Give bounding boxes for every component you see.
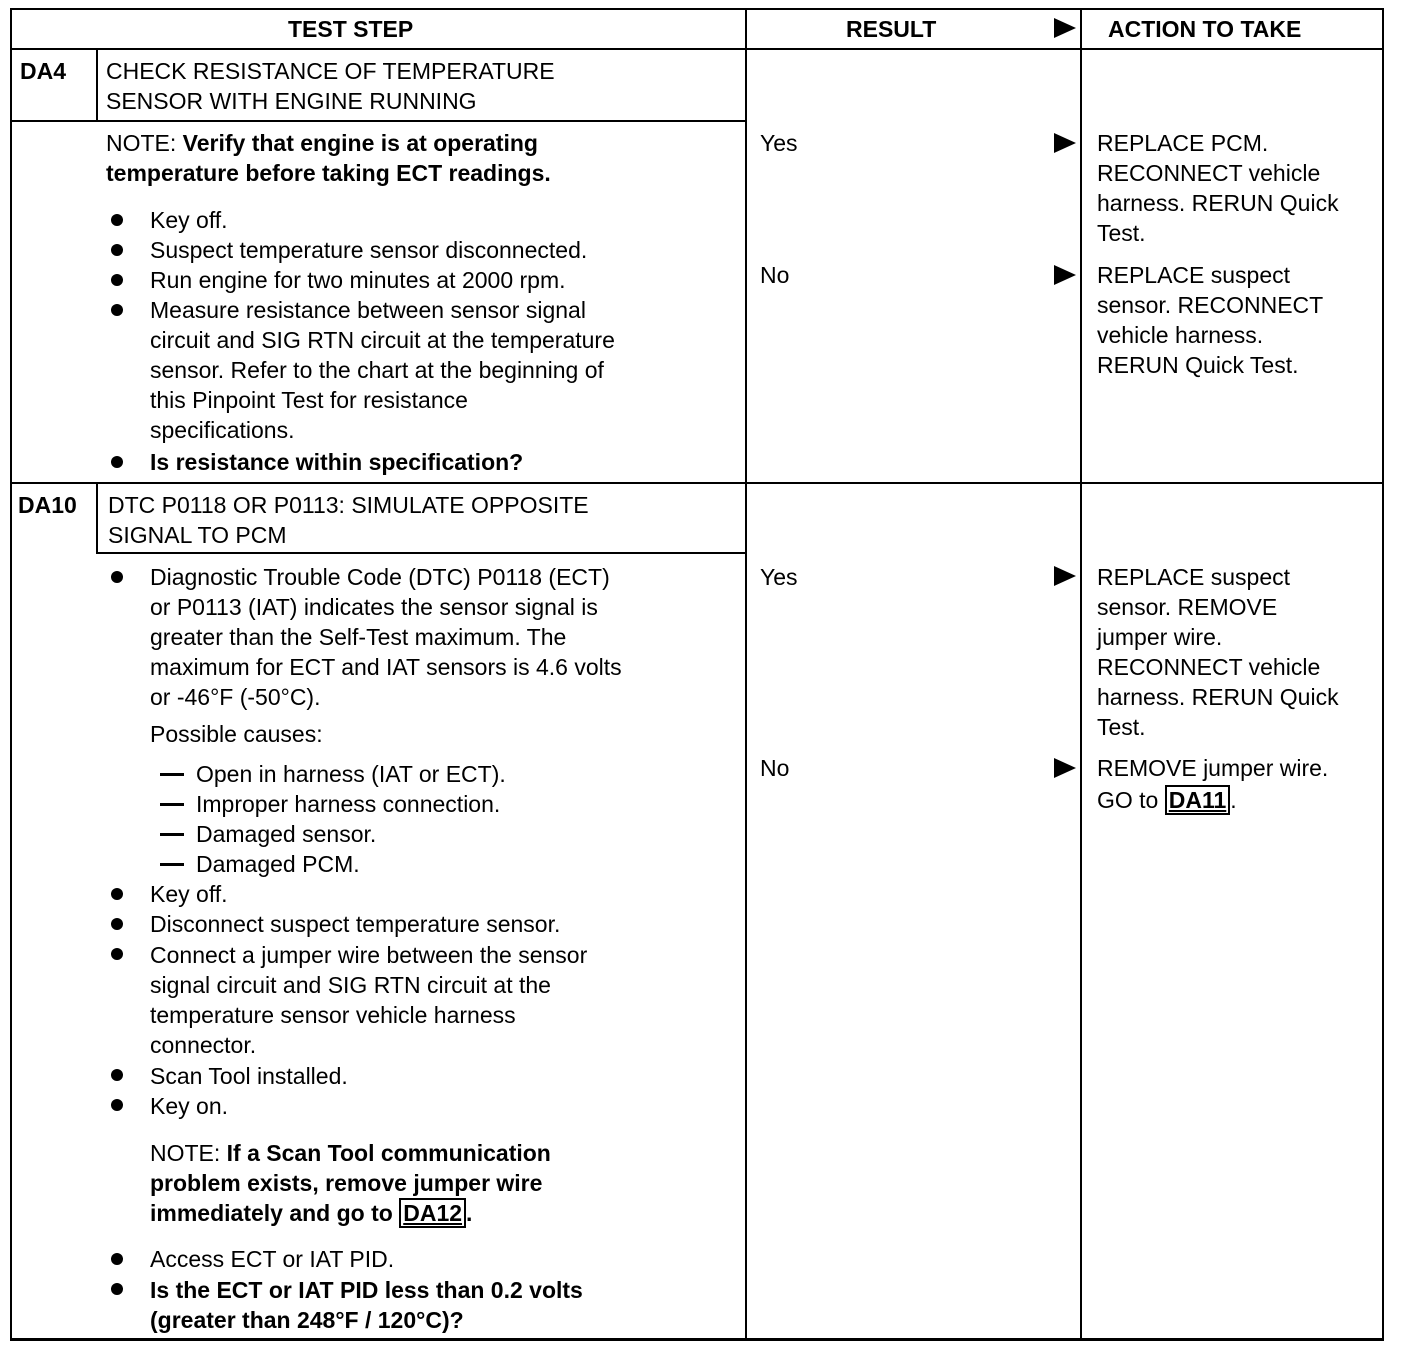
da10-cause-1: Open in harness (IAT or ECT).	[196, 761, 506, 787]
da10-action-no-line-2: GO to DA11 .	[1097, 787, 1237, 813]
table-border-bottom	[10, 1338, 1384, 1341]
da4-action-yes-line-4: Test.	[1097, 220, 1146, 246]
da4-note-line-2: temperature before taking ECT readings.	[106, 160, 551, 186]
result-arrow-icon	[1054, 566, 1076, 586]
da10-note-line-1: NOTE: If a Scan Tool communication	[150, 1140, 551, 1166]
da10-result-no: No	[760, 755, 790, 781]
da10-title-divider	[96, 552, 747, 554]
da10-action-yes-line-5: harness. RERUN Quick	[1097, 684, 1339, 710]
da10-question-line-2: (greater than 248°F / 120°C)?	[150, 1307, 464, 1333]
da4-title-line-1: CHECK RESISTANCE OF TEMPERATURE	[106, 58, 555, 84]
result-arrow-icon	[1054, 265, 1076, 285]
da10-action-yes-line-1: REPLACE suspect	[1097, 564, 1291, 590]
dash-icon	[160, 833, 184, 836]
da10-bullet-1-line-5: or -46°F (-50°C).	[150, 684, 321, 710]
da4-question: Is resistance within specification?	[150, 449, 524, 475]
bullet-icon	[111, 1069, 123, 1081]
header-result: RESULT	[846, 16, 937, 42]
da4-action-no-line-1: REPLACE suspect	[1097, 262, 1291, 288]
dash-icon	[160, 863, 184, 866]
da10-action-no-line-1: REMOVE jumper wire.	[1097, 755, 1329, 781]
bullet-icon	[111, 1283, 123, 1295]
da10-action-yes-line-3: jumper wire.	[1097, 624, 1223, 650]
column-divider-result	[745, 8, 747, 1341]
da10-bullet-jumper-line-4: connector.	[150, 1032, 257, 1058]
result-arrow-icon	[1054, 758, 1076, 778]
bullet-icon	[111, 571, 123, 583]
table-border-top	[10, 8, 1384, 10]
bullet-icon	[111, 214, 123, 226]
da4-result-no: No	[760, 262, 790, 288]
dash-icon	[160, 803, 184, 806]
da4-bullet-3: Run engine for two minutes at 2000 rpm.	[150, 267, 566, 293]
da4-bullet-4-line-2: circuit and SIG RTN circuit at the temperature	[150, 327, 615, 353]
da10-possible-causes: Possible causes:	[150, 721, 323, 747]
da4-step-id: DA4	[20, 58, 67, 84]
da4-bullet-1: Key off.	[150, 207, 228, 233]
header-action: ACTION TO TAKE	[1108, 16, 1302, 42]
da10-title-line-1: DTC P0118 OR P0113: SIMULATE OPPOSITE	[108, 492, 589, 518]
dash-icon	[160, 773, 184, 776]
da10-bullet-jumper-line-3: temperature sensor vehicle harness	[150, 1002, 516, 1028]
da4-bullet-4-line-5: specifications.	[150, 417, 295, 443]
bullet-icon	[111, 1253, 123, 1265]
result-arrow-icon	[1054, 133, 1076, 153]
da10-bullet-key-on: Key on.	[150, 1093, 228, 1119]
da4-action-yes-line-1: REPLACE PCM.	[1097, 130, 1269, 156]
da10-bullet-1-line-2: or P0113 (IAT) indicates the sensor signal is	[150, 594, 598, 620]
da4-bullet-4-line-1: Measure resistance between sensor signal	[150, 297, 586, 323]
column-divider-action	[1080, 8, 1082, 1341]
section-divider	[10, 482, 1384, 484]
da4-bullet-4-line-4: this Pinpoint Test for resistance	[150, 387, 468, 413]
da10-bullet-1-line-4: maximum for ECT and IAT sensors is 4.6 volts	[150, 654, 622, 680]
bullet-icon	[111, 244, 123, 256]
da4-result-yes: Yes	[760, 130, 798, 156]
da4-action-no-line-2: sensor. RECONNECT	[1097, 292, 1324, 318]
da4-bullet-2: Suspect temperature sensor disconnected.	[150, 237, 588, 263]
da4-bullet-4-line-3: sensor. Refer to the chart at the beginning of	[150, 357, 604, 383]
da10-cause-3: Damaged sensor.	[196, 821, 377, 847]
table-border-right	[1382, 8, 1384, 1341]
da10-note-line-2: problem exists, remove jumper wire	[150, 1170, 543, 1196]
da10-bullet-key-off: Key off.	[150, 881, 228, 907]
da10-id-divider	[96, 484, 98, 552]
da10-action-yes-line-2: sensor. REMOVE	[1097, 594, 1278, 620]
da10-result-yes: Yes	[760, 564, 798, 590]
da11-link[interactable]: DA11	[1165, 785, 1231, 815]
da10-note-line-3: immediately and go to DA12 .	[150, 1200, 473, 1226]
da4-action-no-line-3: vehicle harness.	[1097, 322, 1264, 348]
bullet-icon	[111, 1099, 123, 1111]
da10-action-yes-line-6: Test.	[1097, 714, 1146, 740]
da10-bullet-1-line-1: Diagnostic Trouble Code (DTC) P0118 (ECT)	[150, 564, 610, 590]
da4-action-yes-line-3: harness. RERUN Quick	[1097, 190, 1339, 216]
da4-title-line-2: SENSOR WITH ENGINE RUNNING	[106, 88, 477, 114]
da4-note-line-1: NOTE: Verify that engine is at operating	[106, 130, 538, 156]
bullet-icon	[111, 274, 123, 286]
da10-cause-4: Damaged PCM.	[196, 851, 360, 877]
da4-action-no-line-4: RERUN Quick Test.	[1097, 352, 1299, 378]
da10-bullet-disconnect: Disconnect suspect temperature sensor.	[150, 911, 561, 937]
bullet-icon	[111, 948, 123, 960]
bullet-icon	[111, 456, 123, 468]
header-arrow-icon	[1054, 18, 1076, 38]
da4-id-divider	[96, 50, 98, 120]
da10-bullet-jumper-line-2: signal circuit and SIG RTN circuit at the	[150, 972, 551, 998]
da12-link[interactable]: DA12	[399, 1198, 466, 1228]
header-divider	[10, 48, 1384, 50]
da10-bullet-jumper-line-1: Connect a jumper wire between the sensor	[150, 942, 588, 968]
da10-title-line-2: SIGNAL TO PCM	[108, 522, 287, 548]
da4-title-divider	[10, 120, 747, 122]
bullet-icon	[111, 304, 123, 316]
da10-step-id: DA10	[18, 492, 77, 518]
da10-cause-2: Improper harness connection.	[196, 791, 501, 817]
bullet-icon	[111, 918, 123, 930]
bullet-icon	[111, 888, 123, 900]
da10-bullet-1-line-3: greater than the Self-Test maximum. The	[150, 624, 567, 650]
table-border-left	[10, 8, 12, 1341]
da10-bullet-access-pid: Access ECT or IAT PID.	[150, 1246, 395, 1272]
da10-action-yes-line-4: RECONNECT vehicle	[1097, 654, 1321, 680]
da10-bullet-scan-tool: Scan Tool installed.	[150, 1063, 348, 1089]
da10-question-line-1: Is the ECT or IAT PID less than 0.2 volts	[150, 1277, 583, 1303]
da4-action-yes-line-2: RECONNECT vehicle	[1097, 160, 1321, 186]
header-test-step: TEST STEP	[288, 16, 414, 42]
